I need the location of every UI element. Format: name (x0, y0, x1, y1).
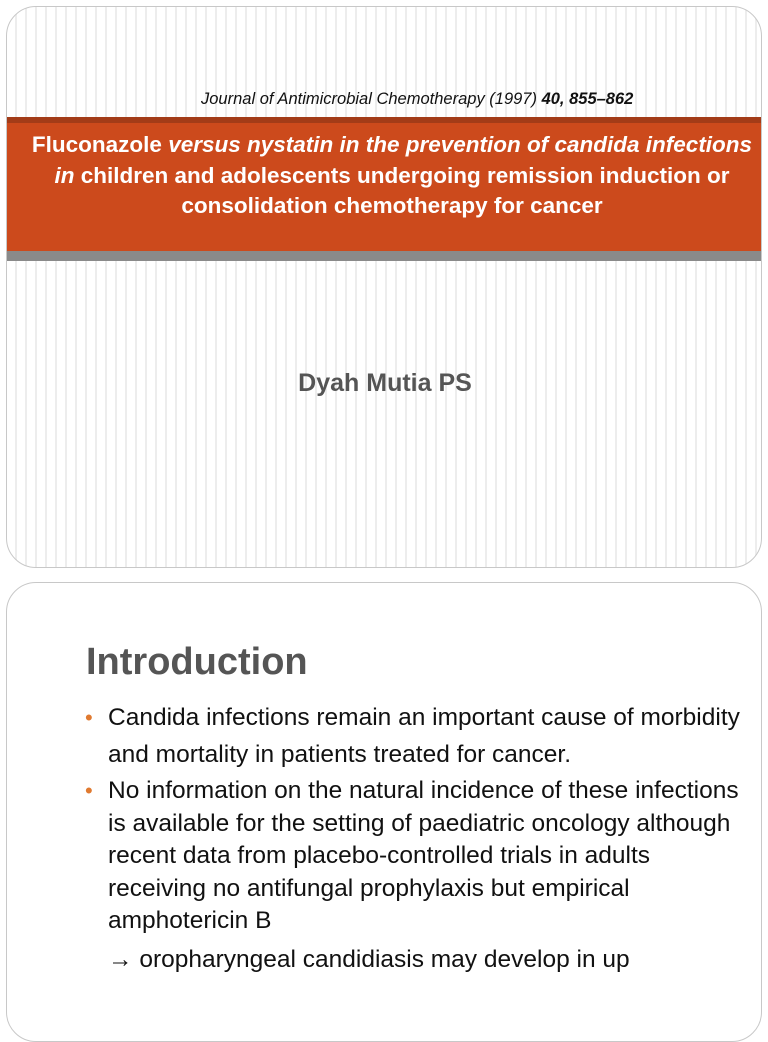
slide-heading: Introduction (86, 641, 308, 683)
bullet-2-arrow-line (85, 944, 745, 977)
bullet-dot-icon: • (85, 705, 93, 730)
title-part-children: children and adolescents undergoing remission induction or consolidation chemotherapy for cancer (80, 162, 730, 218)
bullet-item-1 (85, 702, 745, 735)
introduction-slide (6, 582, 762, 1042)
arrow-right-icon: → (108, 945, 133, 973)
bullet-2-arrow-text: oropharyngeal candidiasis may develop in up (139, 945, 630, 973)
bullet-1-continuation: and mortality in patients treated for cancer. (108, 740, 572, 768)
journal-name: Journal of Antimicrobial Chemotherapy (1997) (201, 90, 537, 108)
journal-citation (201, 89, 691, 110)
bullet-dot-icon: • (85, 778, 93, 803)
bullet-item-2 (85, 775, 745, 938)
author-name: Dyah Mutia PS (298, 369, 472, 397)
bullet-list (85, 702, 745, 976)
title-band-bottom-stripe (7, 251, 762, 261)
journal-volume: 40, 855–862 (541, 90, 634, 108)
bullet-1-text: Candida infections remain an important cause of morbidity (108, 704, 740, 731)
title-part-versus: versus nystatin in the prevention of candida infections (168, 132, 753, 157)
slide-title (7, 130, 762, 222)
title-slide (6, 6, 762, 568)
title-part-in: in (54, 162, 75, 188)
bullet-2-text: No information on the natural incidence of these infections is available for the setting of paediatric oncology although recent data from placebo-controlled trials in adults receiving no antifungal prophylaxis but empirical amphotericin B (108, 777, 739, 934)
title-part-fluconazole: Fluconazole (31, 132, 162, 157)
